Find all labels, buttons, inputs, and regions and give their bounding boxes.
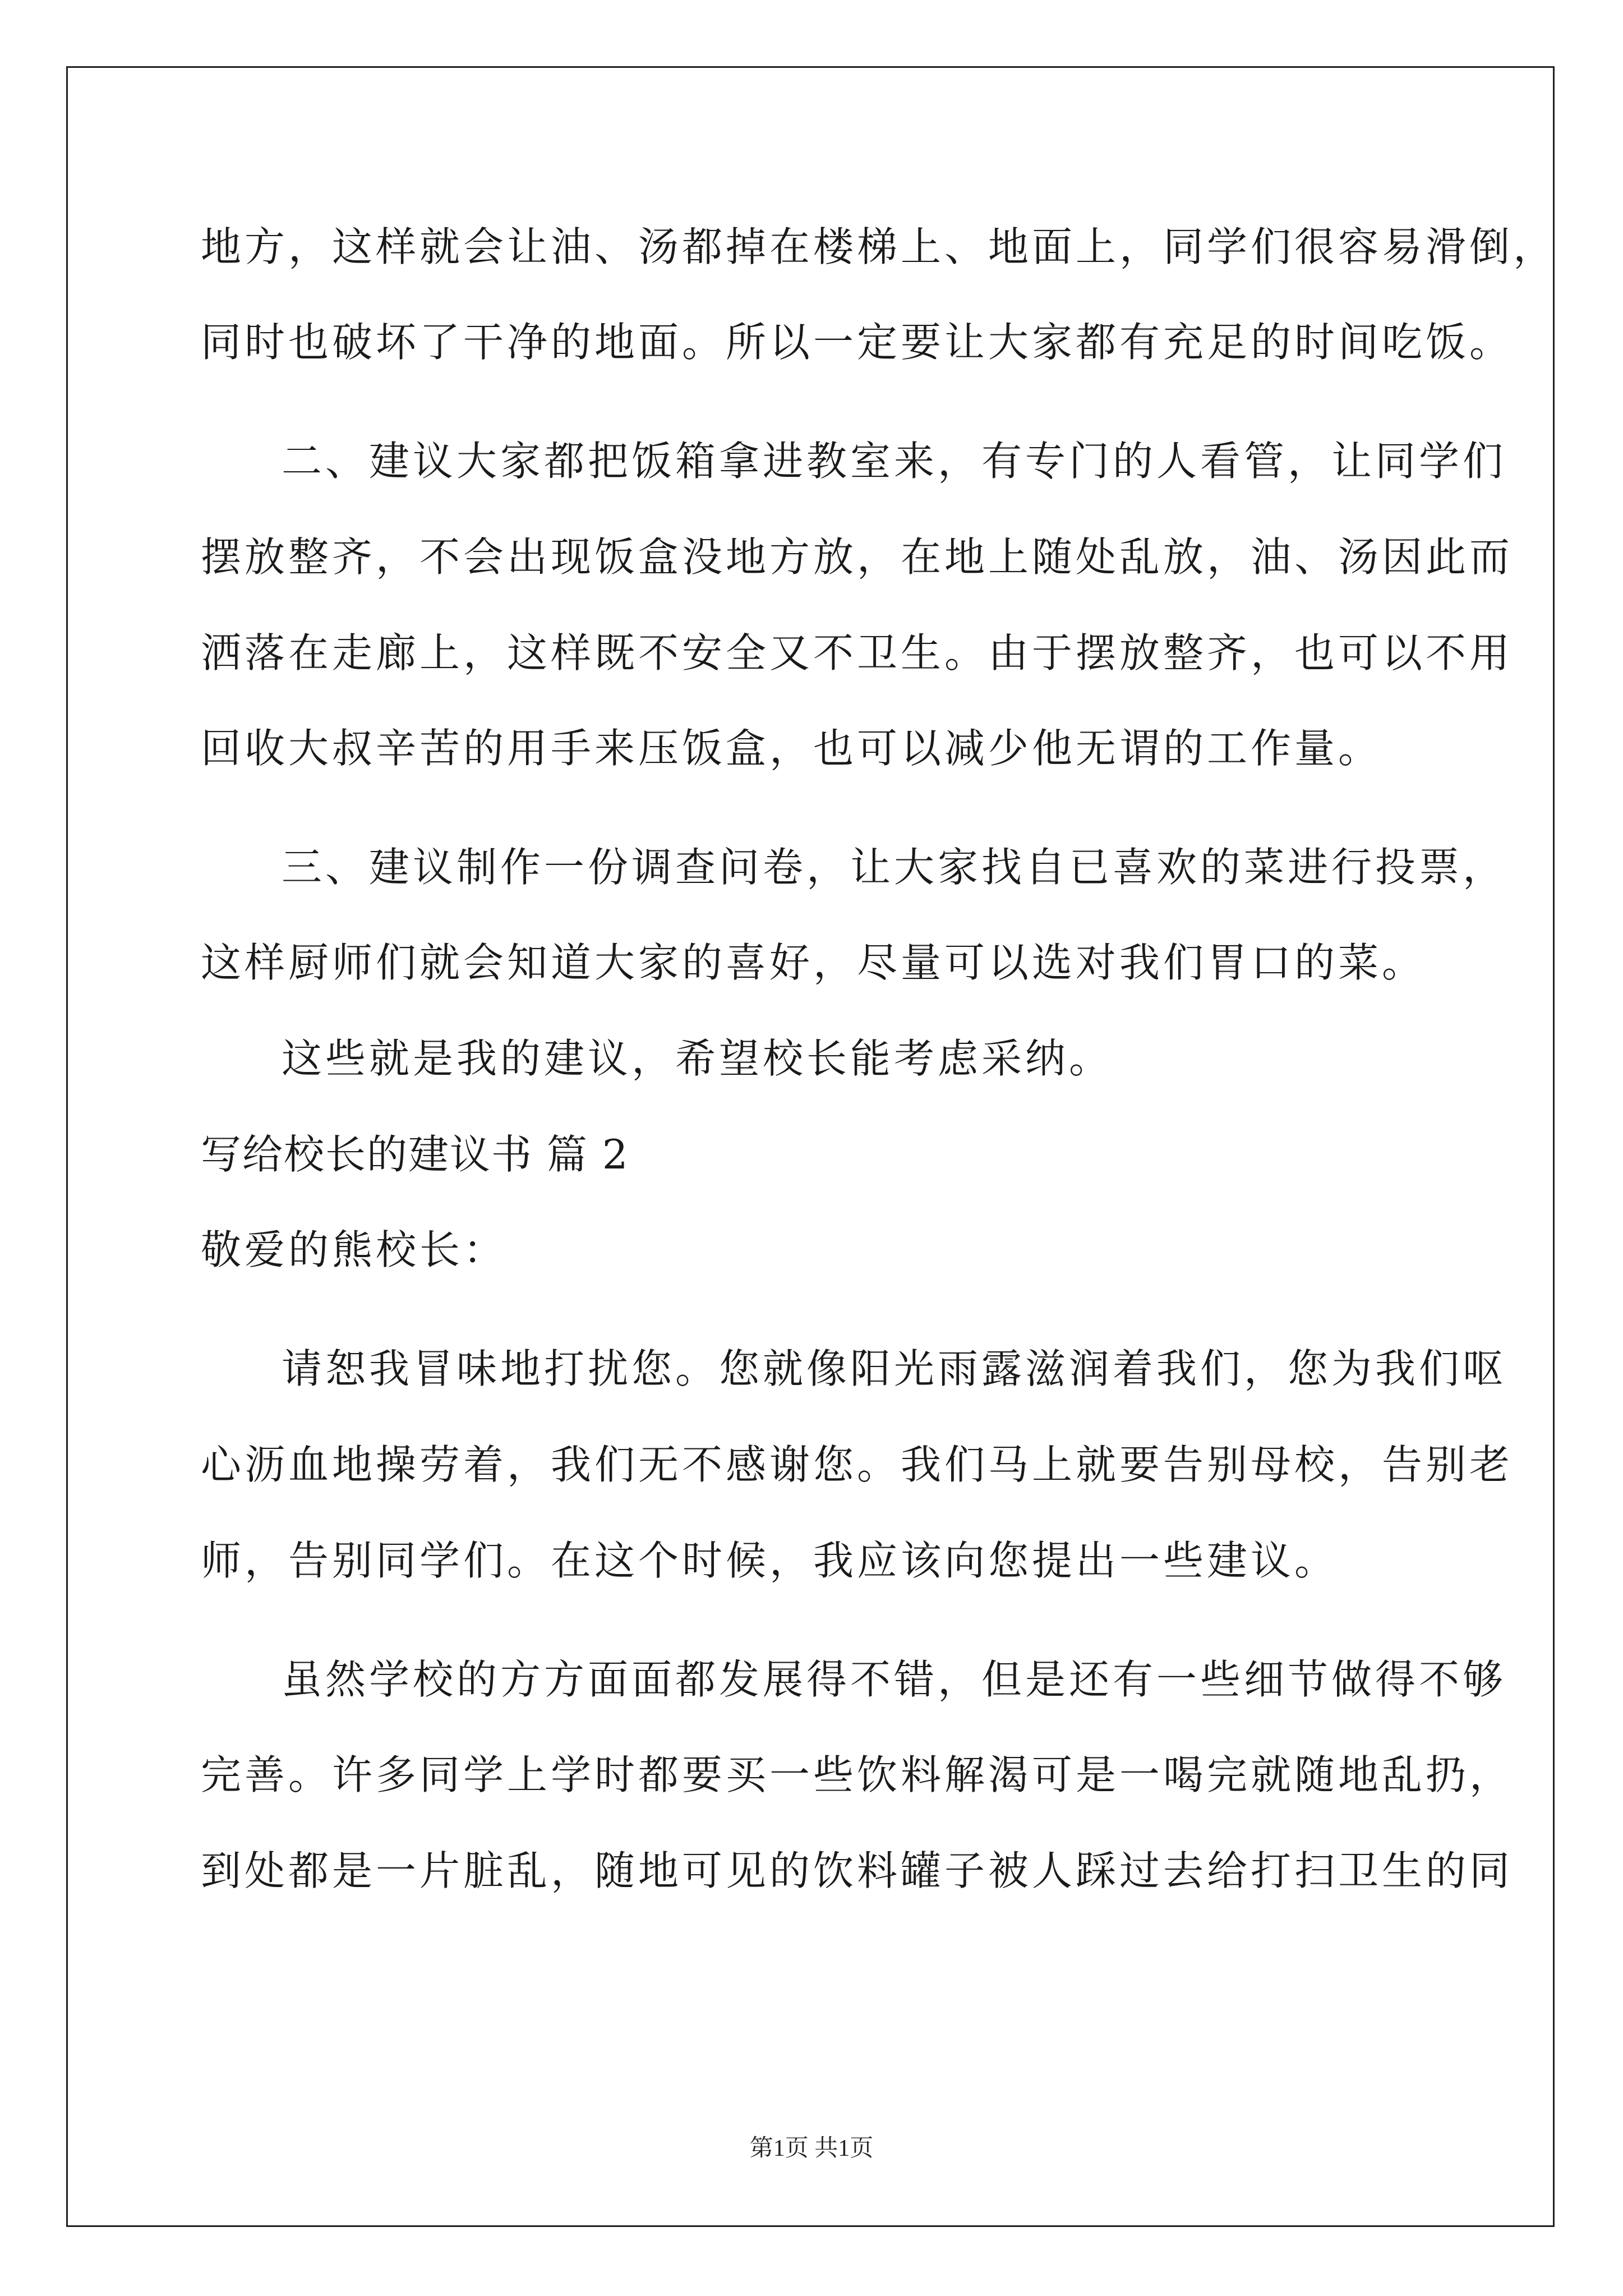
text-line: 摆放整齐，不会出现饭盒没地方放，在地上随处乱放，油、汤因此而 (201, 533, 1514, 581)
salutation: 敬爱的熊校长： (201, 1226, 508, 1273)
text-line: 这样厨师们就会知道大家的喜好，尽量可以选对我们胃口的菜。 (201, 939, 1426, 986)
text-line: 三、建议制作一份调查问卷，让大家找自已喜欢的菜进行投票， (282, 844, 1507, 891)
page-footer: 第1页 共1页 (749, 2136, 874, 2161)
text-line: 同时也破坏了干净的地面。所以一定要让大家都有充足的时间吃饭。 (201, 319, 1514, 366)
text-line: 请恕我冒味地打扰您。您就像阳光雨露滋润着我们，您为我们呕 (282, 1345, 1507, 1392)
text-line: 这些就是我的建议，希望校长能考虑采纳。 (282, 1035, 1113, 1082)
text-line: 地方，这样就会让油、汤都掉在楼梯上、地面上，同学们很容易滑倒， (201, 223, 1557, 270)
section-heading: 写给校长的建议书 篇 2 (201, 1131, 629, 1178)
text-line: 到处都是一片脏乱，随地可见的饮料罐子被人踩过去给打扫卫生的同 (201, 1847, 1514, 1894)
text-line: 二、建议大家都把饭箱拿进教室来，有专门的人看管，让同学们 (282, 438, 1507, 485)
text-line: 回收大叔辛苦的用手来压饭盒，也可以减少他无谓的工作量。 (201, 725, 1382, 772)
text-line: 师，告别同学们。在这个时候，我应该向您提出一些建议。 (201, 1537, 1339, 1584)
text-line: 洒落在走廊上，这样既不安全又不卫生。由于摆放整齐，也可以不用 (201, 629, 1514, 677)
text-line: 虽然学校的方方面面都发展得不错，但是还有一些细节做得不够 (282, 1656, 1507, 1703)
text-line: 完善。许多同学上学时都要买一些饮料解渴可是一喝完就随地乱扔， (201, 1751, 1514, 1798)
text-line: 心沥血地操劳着，我们无不感谢您。我们马上就要告别母校，告别老 (201, 1441, 1514, 1488)
